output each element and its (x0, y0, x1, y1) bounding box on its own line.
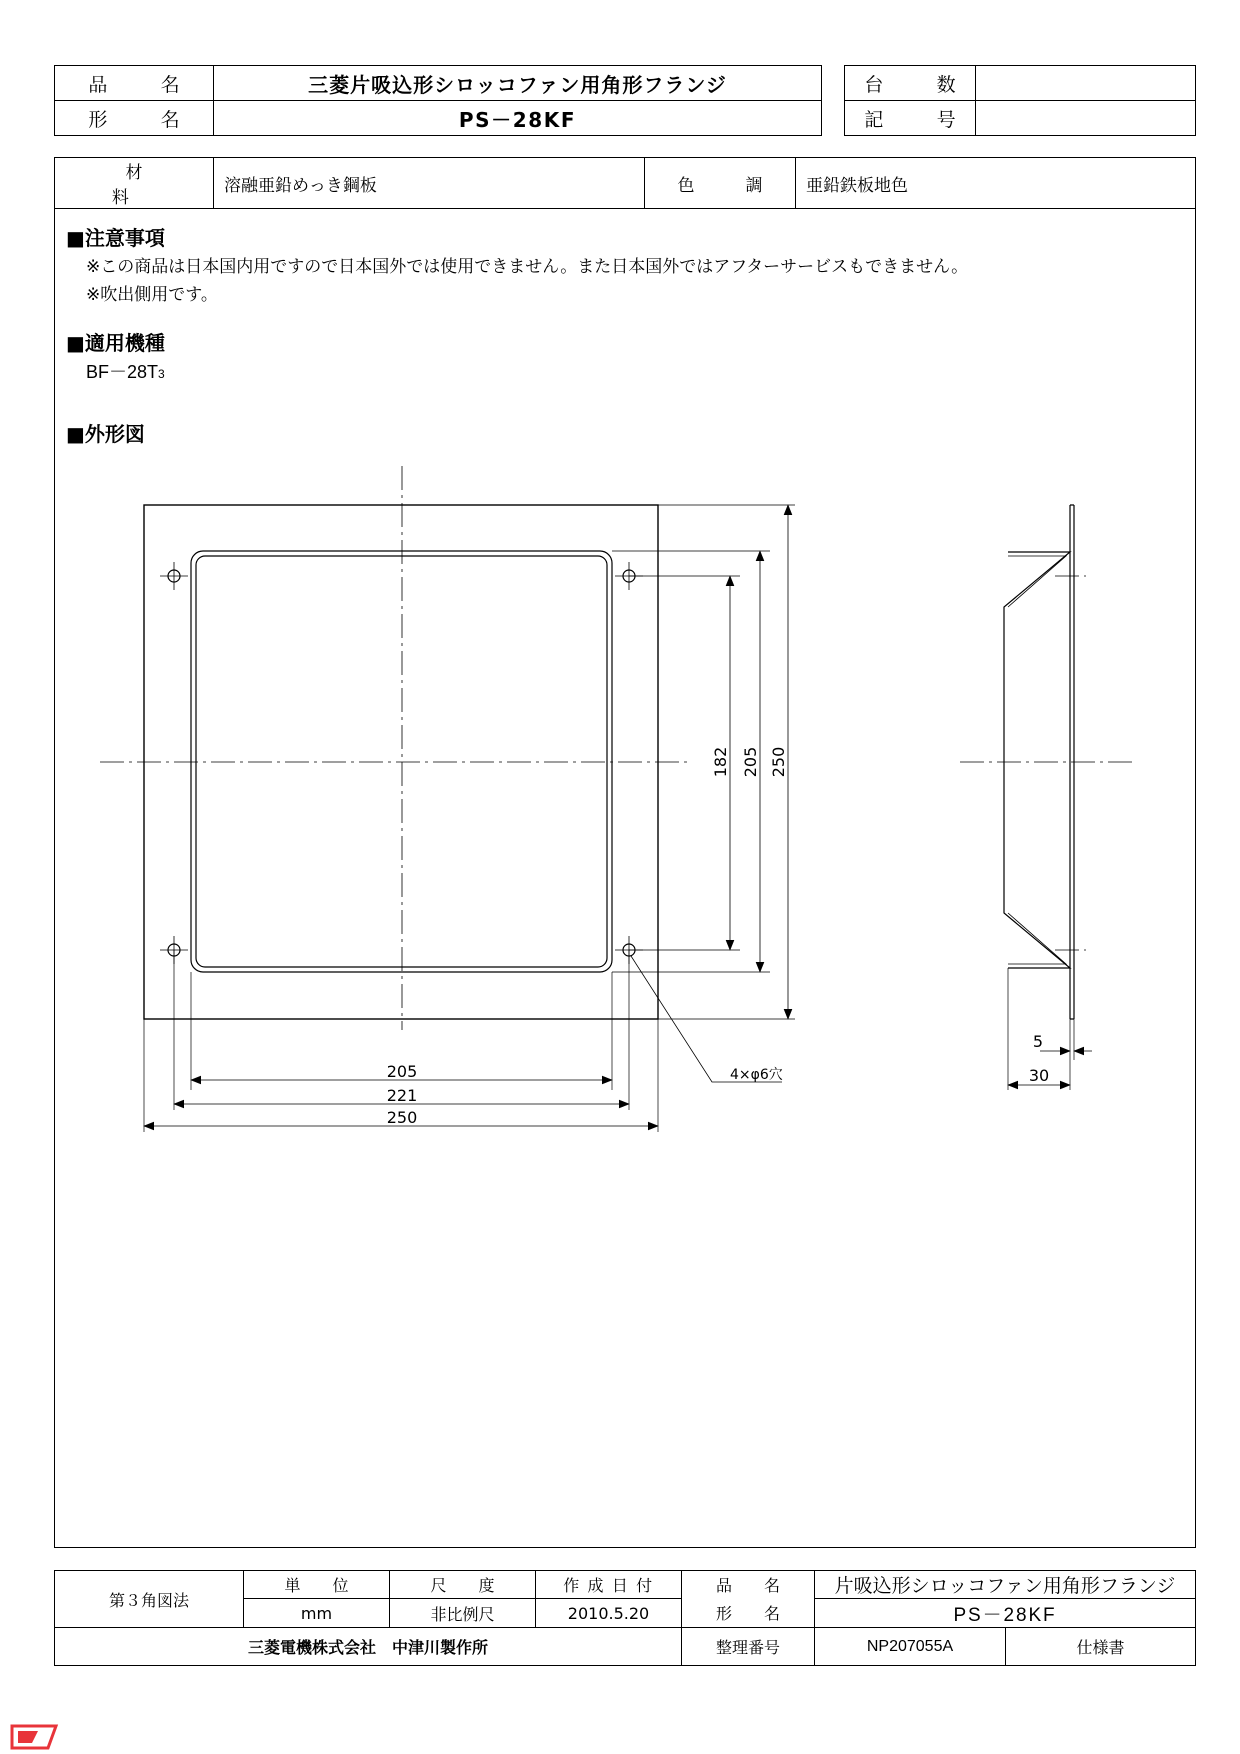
material-value: 溶融亜鉛めっき鋼板 (214, 158, 645, 209)
symbol-label: 記 号 (845, 101, 976, 136)
date-label: 作 成 日 付 (536, 1571, 682, 1599)
logo-mark-icon (8, 1722, 60, 1752)
product-name-label: 品 名 (55, 66, 214, 101)
control-number: NP207055A (815, 1628, 1006, 1666)
outline-heading: ■外形図 (66, 422, 145, 446)
applicable-model-sub: 3 (158, 367, 165, 381)
dim-hole-pitch-width: 221 (386, 1086, 418, 1105)
control-number-label: 整理番号 (682, 1628, 815, 1666)
model-value: PS－28KF (214, 101, 822, 136)
flange-opening-outer (191, 551, 612, 972)
footer-model-label: 形 名 (682, 1599, 815, 1628)
side-view (960, 505, 1135, 1090)
scale-value: 非比例尺 (390, 1599, 536, 1628)
dim-inner-width: 205 (386, 1062, 418, 1081)
notes-heading: ■注意事項 (66, 226, 165, 250)
unit-label: 単 位 (244, 1571, 390, 1599)
dim-hole-pitch-height: 182 (711, 746, 730, 778)
document-type: 仕様書 (1006, 1628, 1196, 1666)
footer-name-label: 品 名 (682, 1571, 815, 1599)
footer-table (54, 1570, 1196, 1666)
applicable-model-text: BF－28T (86, 362, 159, 382)
scale-label: 尺 度 (390, 1571, 536, 1599)
model-label: 形 名 (55, 101, 214, 136)
mounting-holes (160, 562, 643, 964)
dim-inner-height: 205 (741, 746, 760, 778)
applicable-heading: ■適用機種 (66, 331, 165, 355)
footer-product-name: 片吸込形シロッコファン用角形フランジ (815, 1571, 1196, 1599)
color-value: 亜鉛鉄板地色 (796, 158, 1196, 209)
color-label: 色 調 (645, 158, 796, 209)
dim-outer-width: 250 (386, 1108, 418, 1127)
dim-thickness: 5 (1032, 1032, 1044, 1051)
note-line-1: ※この商品は日本国内用ですので日本国外では使用できません。また日本国外ではアフターサービスもできません。 (86, 257, 969, 277)
unit-value: mm (244, 1599, 390, 1628)
dim-outer-height: 250 (769, 746, 788, 778)
footer-model: PS－28KF (815, 1599, 1196, 1628)
material-label: 材 料 (55, 158, 214, 209)
projection-method: 第３角図法 (55, 1571, 244, 1628)
note-line-2: ※吹出側用です。 (86, 285, 218, 305)
quantity-label: 台 数 (845, 66, 976, 101)
dim-depth: 30 (1028, 1066, 1050, 1085)
hole-callout: 4×φ6穴 (730, 1067, 783, 1083)
flange-opening-inner (196, 556, 607, 967)
date-value: 2010.5.20 (536, 1599, 682, 1628)
product-name: 三菱片吸込形シロッコファン用角形フランジ (214, 66, 822, 101)
company-name: 三菱電機株式会社 中津川製作所 (55, 1628, 682, 1666)
